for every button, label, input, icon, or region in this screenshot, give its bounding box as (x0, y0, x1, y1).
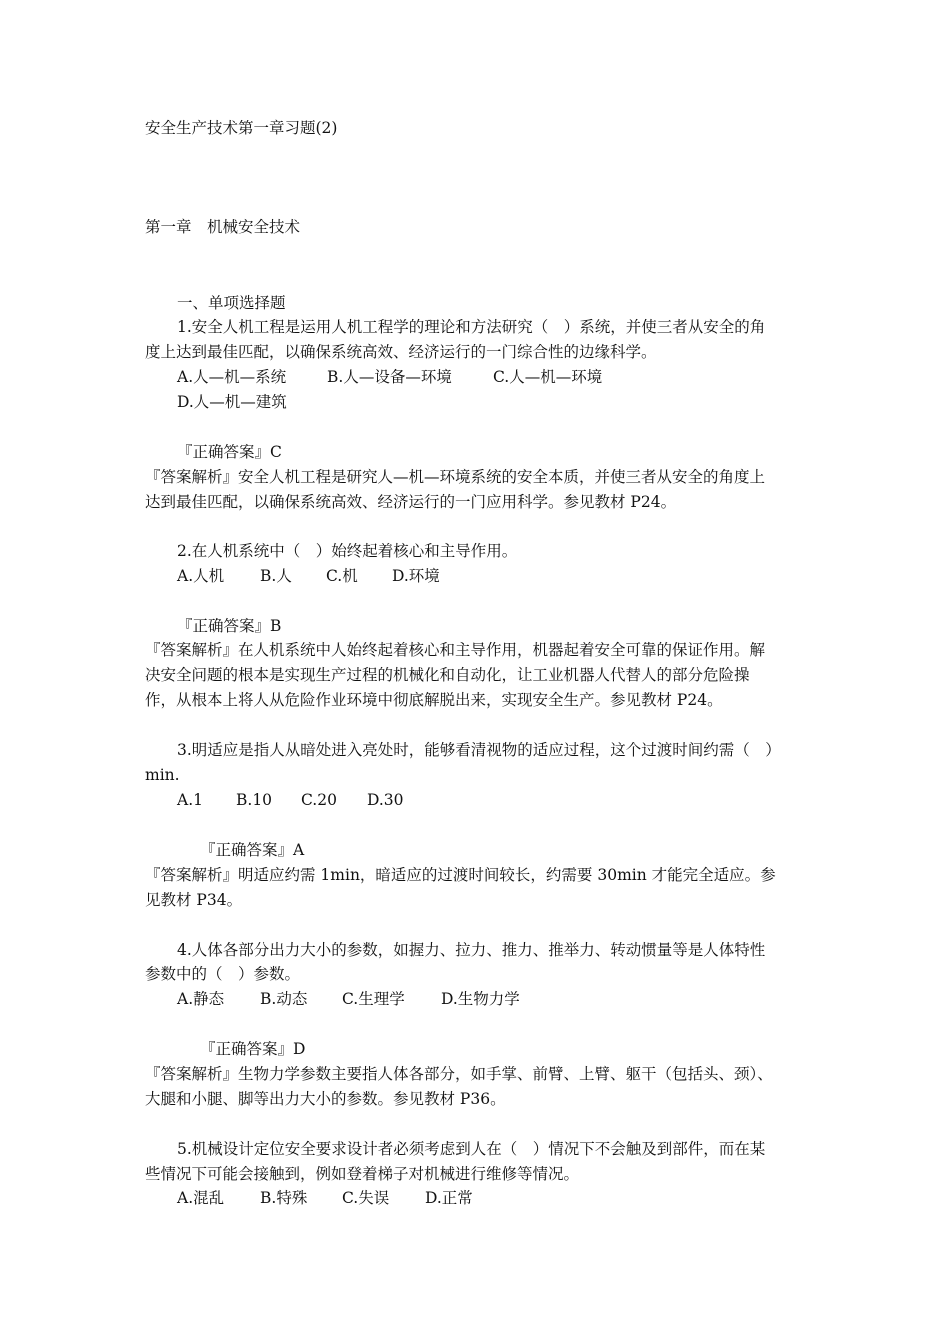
answer-line: 『正确答案』A (200, 841, 305, 859)
option: B.人 (260, 567, 292, 585)
options-row (177, 565, 440, 587)
analysis-line: 达到最佳匹配，以确保系统高效、经济运行的一门应用科学。参见教材 P24。 (145, 493, 677, 511)
option: B.特殊 (260, 1189, 308, 1207)
question-stem: 5.机械设计定位安全要求设计者必须考虑到人在（ ）情况下不会触及到部件，而在某 (177, 1140, 766, 1158)
option: B.10 (236, 791, 273, 809)
question-stem: 些情况下可能会接触到，例如登着梯子对机械进行维修等情况。 (145, 1165, 580, 1183)
option: D.30 (367, 791, 404, 809)
chapter-heading: 第一章 机械安全技术 (145, 218, 301, 236)
question-stem: 1.安全人机工程是运用人机工程学的理论和方法研究（ ）系统，并使三者从安全的角 (177, 318, 766, 336)
question-stem: 参数中的（ ）参数。 (145, 965, 301, 983)
option: D.生物力学 (441, 990, 520, 1008)
option: B.人—设备—环境 (327, 368, 452, 386)
section-heading: 一、单项选择题 (177, 294, 286, 312)
option: D.人—机—建筑 (177, 393, 287, 411)
option: D.正常 (425, 1189, 473, 1207)
analysis-line: 作，从根本上将人从危险作业环境中彻底解脱出来，实现安全生产。参见教材 P24。 (145, 691, 723, 709)
analysis-line: 『答案解析』安全人机工程是研究人—机—环境系统的安全本质，并使三者从安全的角度上 (145, 468, 766, 486)
analysis-line: 决安全问题的根本是实现生产过程的机械化和自动化，让工业机器人代替人的部分危险操 (145, 666, 750, 684)
analysis-line: 大腿和小腿、脚等出力大小的参数。参见教材 P36。 (145, 1090, 506, 1108)
option: C.生理学 (342, 990, 405, 1008)
analysis-line: 见教材 P34。 (145, 891, 243, 909)
question-stem: 3.明适应是指人从暗处进入亮处时，能够看清视物的适应过程，这个过渡时间约需（ ） (177, 741, 781, 759)
options-row (177, 391, 287, 413)
option: C.人—机—环境 (493, 368, 603, 386)
analysis-line: 『答案解析』在人机系统中人始终起着核心和主导作用，机器起着安全可靠的保证作用。解 (145, 641, 766, 659)
answer-line: 『正确答案』D (200, 1040, 306, 1058)
question-stem: 2.在人机系统中（ ）始终起着核心和主导作用。 (177, 542, 518, 560)
doc-title: 安全生产技术第一章习题(2) (145, 119, 338, 137)
options-row (177, 988, 520, 1010)
question-stem: 度上达到最佳匹配，以确保系统高效、经济运行的一门综合性的边缘科学。 (145, 343, 657, 361)
option: A.1 (177, 791, 203, 809)
option: A.人机 (177, 567, 225, 585)
option: A.静态 (177, 990, 225, 1008)
options-row (177, 789, 404, 811)
option: A.人—机—系统 (177, 368, 287, 386)
options-row (177, 1187, 473, 1209)
analysis-line: 『答案解析』明适应约需 1min，暗适应的过渡时间较长，约需要 30min 才能完全适应。参 (145, 866, 776, 884)
answer-line: 『正确答案』C (177, 443, 282, 461)
option: C.机 (326, 567, 358, 585)
option: C.20 (301, 791, 337, 809)
options-row (177, 366, 602, 388)
answer-line: 『正确答案』B (177, 617, 282, 635)
question-stem: min. (145, 766, 180, 784)
option: B.动态 (260, 990, 308, 1008)
analysis-line: 『答案解析』生物力学参数主要指人体各部分，如手掌、前臂、上臂、躯干（包括头、颈）、 (145, 1065, 773, 1083)
question-stem: 4.人体各部分出力大小的参数，如握力、拉力、推力、推举力、转动惯量等是人体特性 (177, 941, 766, 959)
option: C.失误 (342, 1189, 390, 1207)
option: D.环境 (392, 567, 440, 585)
option: A.混乱 (177, 1189, 225, 1207)
